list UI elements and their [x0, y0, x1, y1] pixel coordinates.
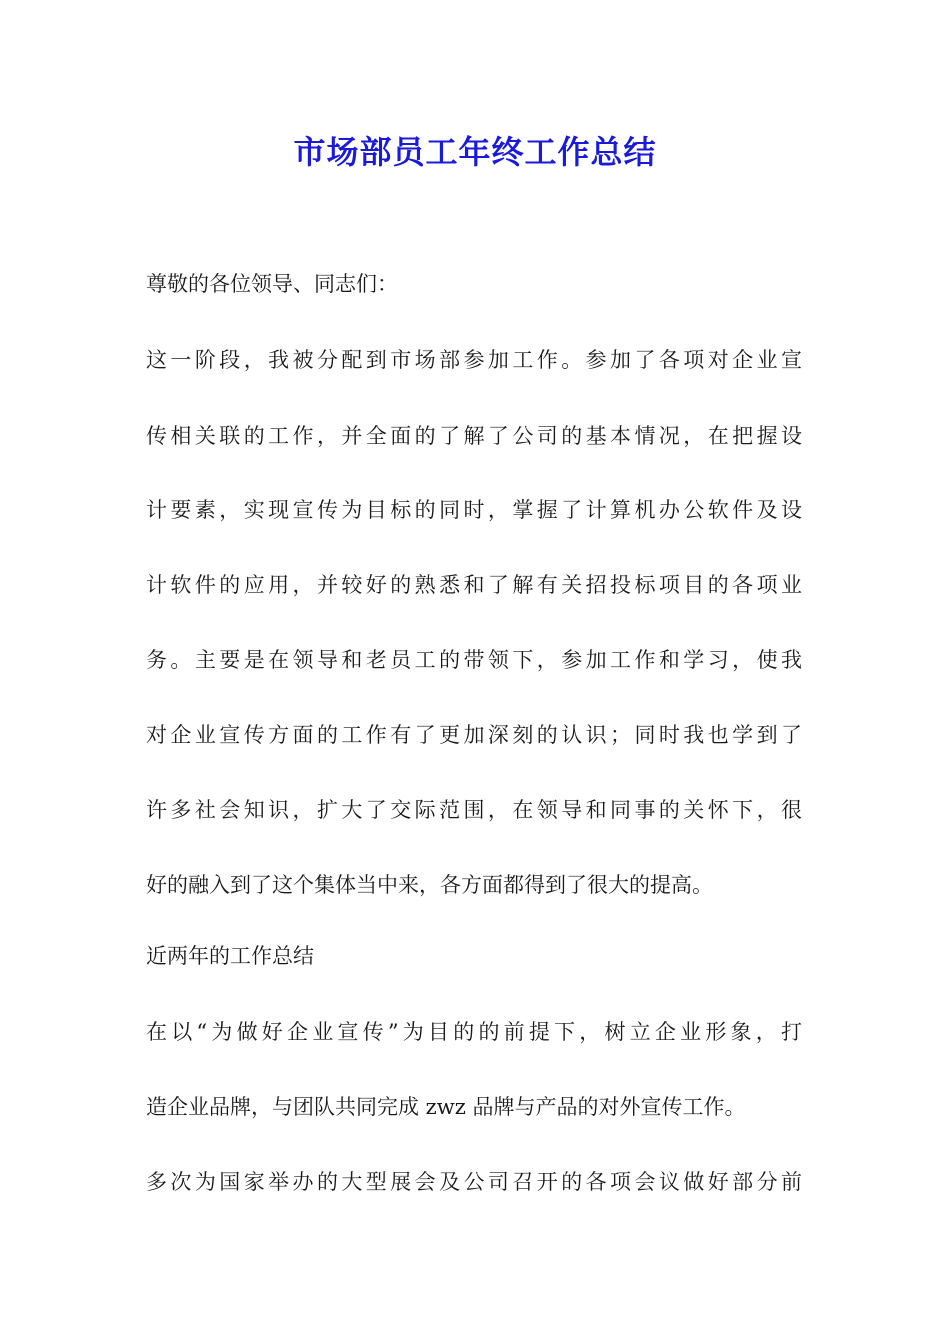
paragraph-line: 务。主要是在领导和老员工的带领下，参加工作和学习，使我	[146, 648, 802, 672]
paragraph-line: 在以“为做好企业宣传”为目的的前提下，树立企业形象，打	[146, 1020, 802, 1044]
paragraph-line: 好的融入到了这个集体当中来，各方面都得到了很大的提高。	[146, 873, 713, 897]
paragraph-line: 造企业品牌，与团队共同完成 zwz 品牌与产品的对外宣传工作。	[146, 1095, 746, 1119]
paragraph-line: 多次为国家举办的大型展会及公司召开的各项会议做好部分前	[146, 1170, 802, 1194]
paragraph-line: 这一阶段，我被分配到市场部参加工作。参加了各项对企业宣	[146, 348, 802, 372]
section-heading: 近两年的工作总结	[146, 944, 314, 968]
paragraph-line: 传相关联的工作，并全面的了解了公司的基本情况，在把握设	[146, 424, 802, 448]
paragraph-line: 对企业宣传方面的工作有了更加深刻的认识；同时我也学到了	[146, 723, 802, 747]
paragraph-line: 计软件的应用，并较好的熟悉和了解有关招投标项目的各项业	[146, 573, 802, 597]
paragraph-line: 计要素，实现宣传为目标的同时，掌握了计算机办公软件及设	[146, 498, 802, 522]
salutation: 尊敬的各位领导、同志们：	[146, 272, 398, 296]
paragraph-line: 许多社会知识，扩大了交际范围，在领导和同事的关怀下，很	[146, 798, 802, 822]
document-title: 市场部员工年终工作总结	[293, 133, 657, 171]
